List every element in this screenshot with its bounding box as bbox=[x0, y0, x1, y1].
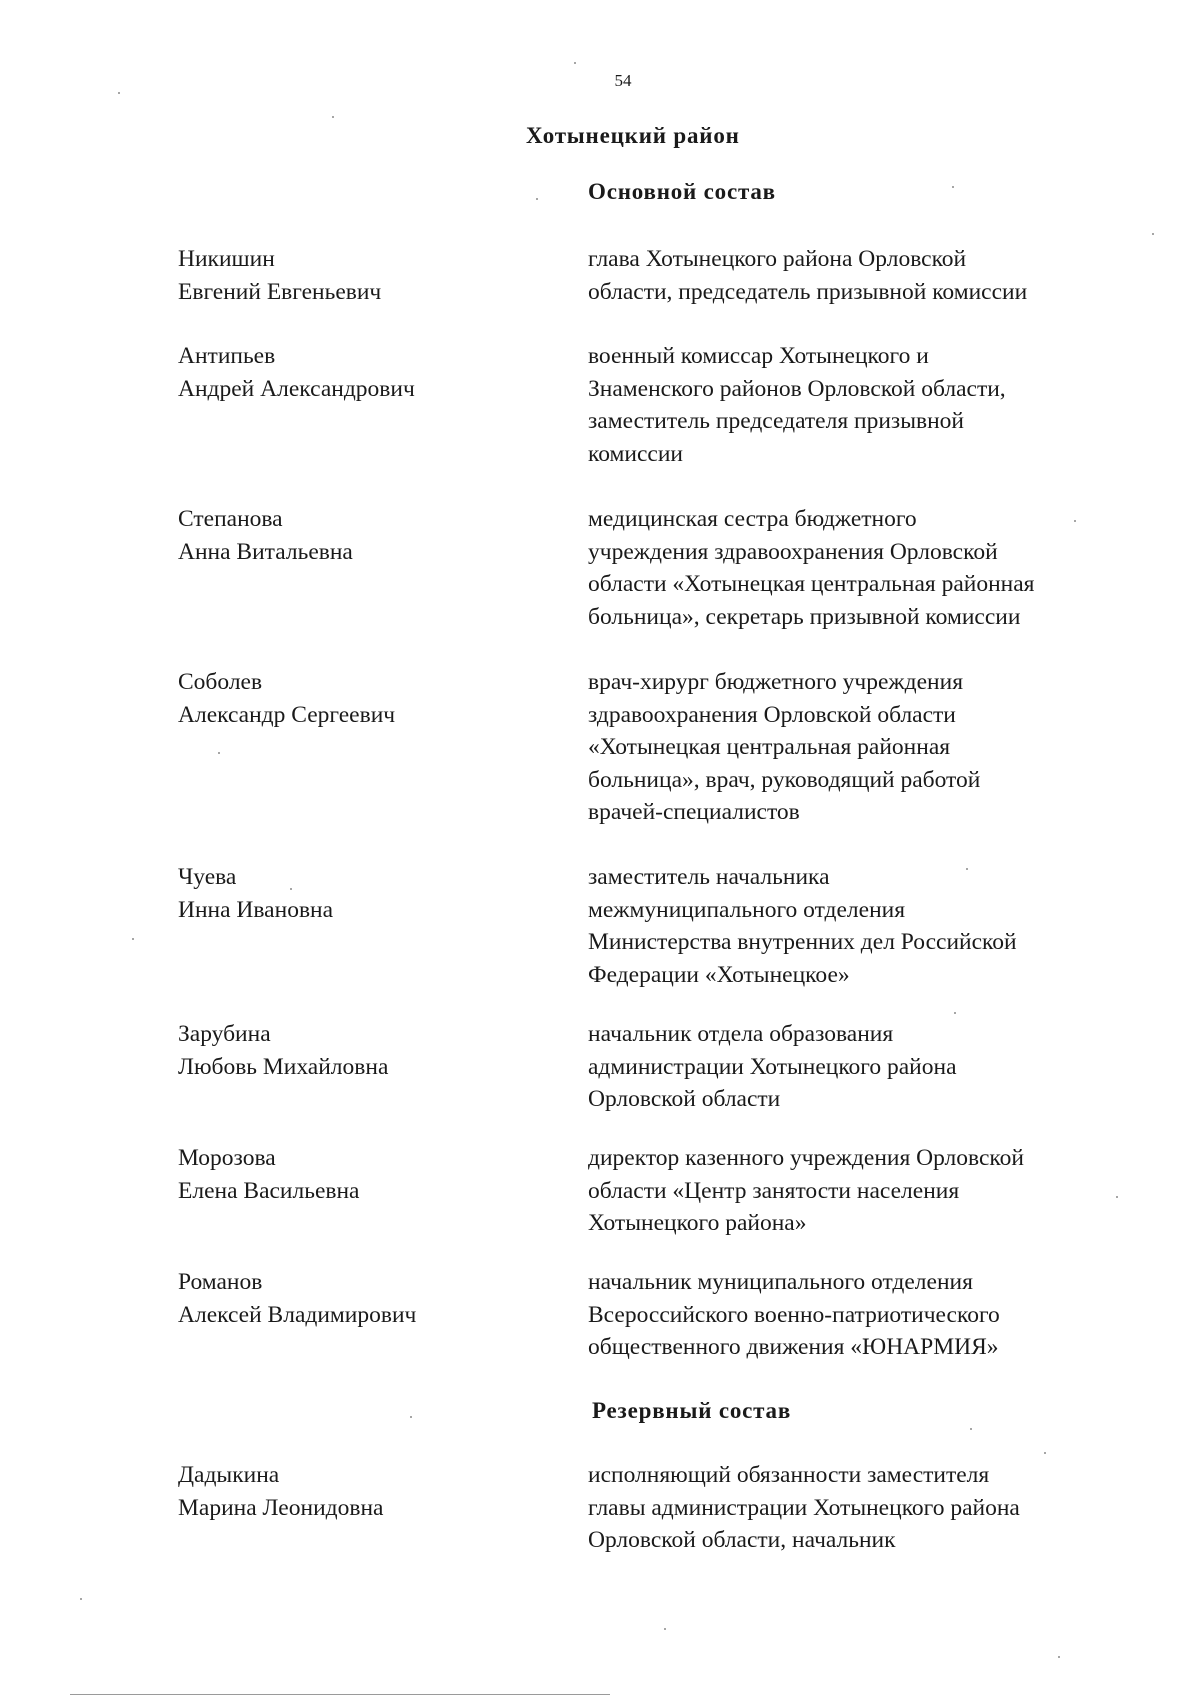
role-line: врач-хирург бюджетного учреждения bbox=[588, 669, 964, 695]
scan-speck bbox=[1074, 520, 1076, 522]
member-surname: Антипьев bbox=[178, 343, 276, 369]
role-line: больница», секретарь призывной комиссии bbox=[588, 603, 1021, 630]
scan-speck bbox=[1152, 233, 1154, 235]
member-role bbox=[588, 861, 1148, 991]
role-line: Орловской области, начальник bbox=[588, 1527, 896, 1553]
scan-speck bbox=[1044, 1452, 1046, 1454]
scan-speck bbox=[132, 938, 134, 940]
role-line: директор казенного учреждения Орловской bbox=[588, 1145, 1024, 1171]
role-line: начальник муниципального отделения bbox=[588, 1269, 973, 1295]
scan-speck bbox=[218, 752, 220, 754]
member-name bbox=[178, 243, 558, 308]
member-surname: Зарубина bbox=[178, 1021, 271, 1047]
role-line: общественного движения «ЮНАРМИЯ» bbox=[588, 1334, 999, 1360]
role-line: здравоохранения Орловской области bbox=[588, 701, 956, 728]
scan-speck bbox=[80, 1598, 82, 1600]
member-given-names: Александр Сергеевич bbox=[178, 701, 396, 728]
scan-speck bbox=[970, 1428, 972, 1430]
role-line: заместитель начальника bbox=[588, 864, 830, 890]
role-line: начальник отдела образования bbox=[588, 1021, 894, 1047]
member-name bbox=[178, 1266, 558, 1331]
member-given-names: Андрей Александрович bbox=[178, 375, 415, 402]
scan-speck bbox=[290, 888, 292, 890]
member-role bbox=[588, 1018, 1148, 1116]
role-line: администрации Хотынецкого района bbox=[588, 1053, 957, 1080]
member-role bbox=[588, 340, 1148, 470]
scan-speck bbox=[118, 92, 120, 94]
section-title-reserve: Резервный состав bbox=[592, 1398, 792, 1423]
member-name bbox=[178, 861, 558, 926]
member-given-names: Инна Ивановна bbox=[178, 896, 334, 923]
scan-speck bbox=[574, 62, 576, 64]
role-line: межмуниципального отделения bbox=[588, 896, 906, 923]
member-name bbox=[178, 1018, 558, 1083]
role-line: Знаменского районов Орловской области, bbox=[588, 375, 1006, 402]
role-line: области, председатель призывной комиссии bbox=[588, 278, 1028, 305]
member-surname: Дадыкина bbox=[178, 1462, 280, 1488]
page-number: 54 bbox=[614, 71, 632, 90]
scan-speck bbox=[536, 198, 538, 200]
role-line: больница», врач, руководящий работой bbox=[588, 766, 981, 793]
role-line: Федерации «Хотынецкое» bbox=[588, 961, 850, 988]
member-given-names: Марина Леонидовна bbox=[178, 1494, 384, 1521]
member-name bbox=[178, 1142, 558, 1207]
scan-speck bbox=[664, 1628, 666, 1630]
member-surname: Степанова bbox=[178, 506, 283, 532]
member-given-names: Евгений Евгеньевич bbox=[178, 278, 382, 305]
role-line: области «Центр занятости населения bbox=[588, 1177, 960, 1204]
scan-speck bbox=[954, 1012, 956, 1014]
member-surname: Никишин bbox=[178, 246, 275, 272]
scan-speck bbox=[332, 116, 334, 118]
member-surname: Романов bbox=[178, 1269, 263, 1295]
scan-speck bbox=[966, 868, 968, 870]
member-given-names: Алексей Владимирович bbox=[178, 1301, 417, 1328]
role-line: Всероссийского военно-патриотического bbox=[588, 1301, 1000, 1328]
district-title: Хотынецкий район bbox=[526, 123, 740, 148]
role-line: исполняющий обязанности заместителя bbox=[588, 1462, 990, 1488]
member-role bbox=[588, 1266, 1148, 1364]
role-line: Министерства внутренних дел Российской bbox=[588, 929, 1017, 955]
role-line: «Хотынецкая центральная районная bbox=[588, 734, 951, 760]
member-given-names: Анна Витальевна bbox=[178, 538, 353, 565]
member-name bbox=[178, 503, 558, 568]
role-line: заместитель председателя призывной bbox=[588, 408, 964, 434]
member-surname: Соболев bbox=[178, 669, 263, 695]
member-given-names: Любовь Михайловна bbox=[178, 1053, 389, 1080]
role-line: Орловской области bbox=[588, 1086, 781, 1112]
scan-speck bbox=[1058, 1656, 1060, 1658]
scan-speck bbox=[410, 1416, 412, 1418]
member-role bbox=[588, 666, 1148, 829]
bottom-rule bbox=[70, 1694, 610, 1695]
role-line: глава Хотынецкого района Орловской bbox=[588, 246, 967, 272]
role-line: учреждения здравоохранения Орловской bbox=[588, 538, 998, 565]
role-line: комиссии bbox=[588, 440, 683, 467]
member-role bbox=[588, 503, 1148, 633]
member-surname: Чуева bbox=[178, 864, 237, 890]
role-line: военный комиссар Хотынецкого и bbox=[588, 343, 929, 369]
scan-speck bbox=[1116, 1196, 1118, 1198]
member-role bbox=[588, 243, 1148, 308]
role-line: области «Хотынецкая центральная районная bbox=[588, 571, 1035, 597]
member-given-names: Елена Васильевна bbox=[178, 1177, 360, 1204]
member-name bbox=[178, 666, 558, 731]
role-line: главы администрации Хотынецкого района bbox=[588, 1494, 1020, 1521]
member-role bbox=[588, 1459, 1148, 1557]
role-line: врачей-специалистов bbox=[588, 799, 800, 825]
member-name bbox=[178, 1459, 558, 1524]
role-line: Хотынецкого района» bbox=[588, 1210, 807, 1236]
member-role bbox=[588, 1142, 1148, 1240]
member-name bbox=[178, 340, 558, 405]
scan-speck bbox=[952, 186, 954, 188]
member-surname: Морозова bbox=[178, 1145, 276, 1171]
section-title-main: Основной состав bbox=[588, 179, 776, 204]
role-line: медицинская сестра бюджетного bbox=[588, 506, 917, 532]
